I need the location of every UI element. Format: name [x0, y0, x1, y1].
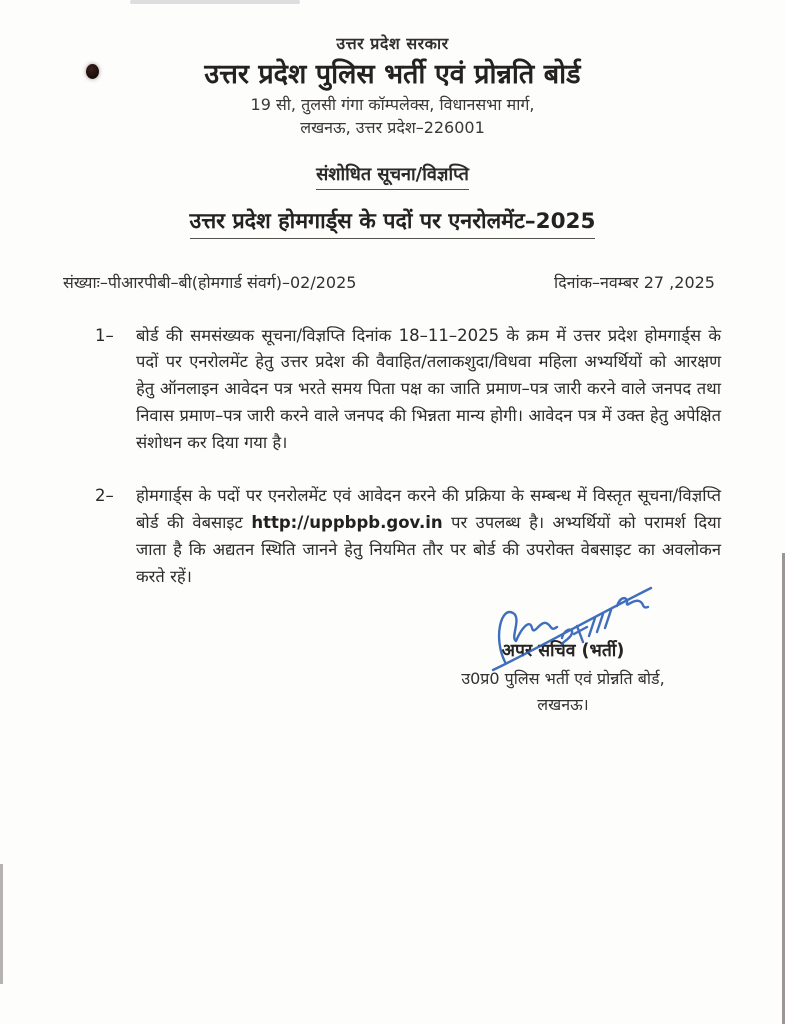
- paragraph-1-number: 1–: [95, 325, 114, 345]
- notice-type-heading: [0, 162, 785, 190]
- reference-date: दिनांक–नवम्बर 27 ,2025: [554, 272, 715, 292]
- signatory-designation: अपर सचिव (भर्ती): [501, 641, 625, 661]
- paragraph-1: [0, 323, 785, 457]
- notice-title-heading: [0, 206, 785, 239]
- hole-punch-mark: [86, 64, 99, 79]
- signatory-place: लखनऊ।: [537, 695, 589, 714]
- scan-artifact-left-edge: [0, 864, 3, 984]
- address-line-1: 19 सी, तुलसी गंगा कॉम्पलेक्स, विधानसभा मार्ग,: [250, 94, 535, 114]
- handwritten-signature: [460, 578, 680, 678]
- signatory-organization: उ0प्र0 पुलिस भर्ती एवं प्रोन्नति बोर्ड,: [461, 669, 665, 688]
- paragraph-2-number: 2–: [95, 486, 114, 506]
- body-paragraphs: [0, 323, 785, 590]
- paragraph-1-text: बोर्ड की समसंख्यक सूचना/विज्ञप्ति दिनांक 18–11–2025 के क्रम में उत्तर प्रदेश होमगार्ड्स के पदों पर एनरोलमेंट हेतु उत्तर प्रदेश की वैवाहित/तलाकशुदा/विधवा महिला अभ्यर्थियों को आरक्षण हेतु ऑनलाइन आवेदन पत्र भरते समय पिता पक्ष का जाति प्रमाण–पत्र जारी करने वाले जनपद तथा निवास प्रमाण–पत्र जारी करने वाले जनपद की भिन्नता मान्य होगी। आवेदन पत्र में उक्त हेतु अपेक्षित संशोधन कर दिया गया है।: [136, 325, 721, 452]
- notice-type-label: संशोधित सूचना/विज्ञप्ति: [316, 162, 469, 190]
- government-name: उत्तर प्रदेश सरकार: [336, 34, 449, 53]
- reference-row: [0, 271, 785, 293]
- signature-block: [418, 582, 708, 715]
- letterhead: [0, 0, 785, 138]
- paragraph-2: [0, 483, 785, 590]
- address-line-2: लखनऊ, उत्तर प्रदेश–226001: [300, 117, 485, 137]
- reference-number: संख्याः–पीआरपीबी–बी(होमगार्ड संवर्ग)–02/2025: [63, 272, 357, 292]
- board-website-url: http://uppbpb.gov.in: [251, 513, 443, 533]
- board-name: उत्तर प्रदेश पुलिस भर्ती एवं प्रोन्नति बोर्ड: [204, 59, 581, 90]
- notice-title-label: उत्तर प्रदेश होमगार्ड्स के पदों पर एनरोलमेंट–2025: [190, 206, 596, 239]
- paragraph-2-text-after: पर उपलब्ध है। अभ्यर्थियों को परामर्श दिया जाता है कि अद्यतन स्थिति जानने हेतु नियमित तौर पर बोर्ड की उपरोक्त वेबसाइट का अवलोकन करते रहें।: [136, 513, 721, 586]
- paragraph-2-text: [136, 483, 721, 590]
- paragraph-2-text-before: होमगार्ड्स के पदों पर एनरोलमेंट एवं आवेदन करने की प्रक्रिया के सम्बन्ध में विस्तृत सूचना/विज्ञप्ति बोर्ड की वेबसाइट: [136, 486, 721, 533]
- scan-artifact-top: [130, 0, 300, 4]
